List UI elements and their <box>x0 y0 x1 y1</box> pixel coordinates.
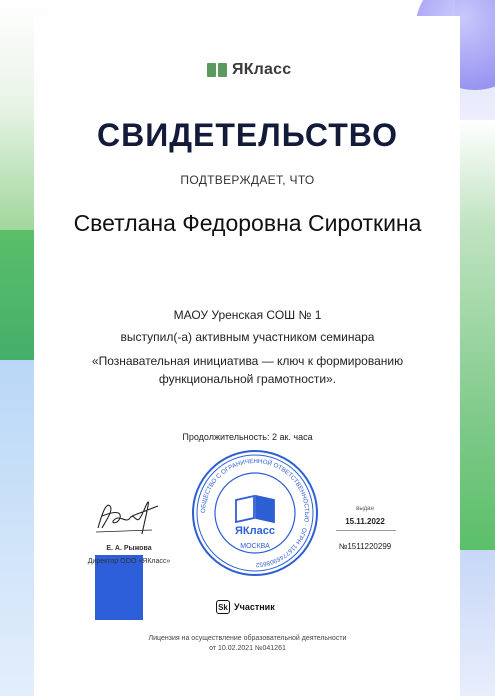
issued-date: 15.11.2022 <box>345 517 385 526</box>
svg-text:ОБЩЕСТВО С ОГРАНИЧЕННОЙ ОТВЕТС <box>200 458 310 568</box>
participation-role: выступил(-а) активным участником семинара <box>120 330 375 344</box>
sk-logo-icon: Sk <box>216 600 230 614</box>
stamp-center-text: ЯКласс <box>235 525 275 537</box>
seminar-title-line1: «Познавательная инициатива — ключ к формированию <box>91 354 404 368</box>
stamp-ring-text: ОБЩЕСТВО С ОГРАНИЧЕННОЙ ОТВЕТСТВЕННОСТЬЮ · ОГРН 1167746908652 <box>199 457 311 569</box>
recipient-name: Светлана Федоровна Сироткина <box>73 210 422 236</box>
license-info <box>0 634 495 654</box>
issued-label: выдан <box>356 506 374 512</box>
official-stamp <box>190 448 320 578</box>
participant-label: Участник <box>234 602 275 612</box>
logo-text: ЯКласс <box>232 61 292 78</box>
certificate-subtitle: ПОДТВЕРЖДАЕТ, ЧТО <box>180 173 315 187</box>
license-line1: Лицензия на осуществление образовательной деятельности <box>148 635 347 642</box>
duration: Продолжительность: 2 ак. часа <box>182 432 313 442</box>
signatory-name: Е. А. Рыжова <box>106 545 152 552</box>
certificate-number: №1511220299 <box>338 542 392 551</box>
book-icon <box>207 63 227 77</box>
seminar-title-line2: функциональной грамотности». <box>158 372 337 386</box>
participant-badge <box>216 600 275 614</box>
school-name: МАОУ Уренская СОШ № 1 <box>173 308 322 322</box>
certificate-title: СВИДЕТЕЛЬСТВО <box>97 117 398 153</box>
license-line2: от 10.02.2021 №041261 <box>209 645 286 652</box>
issued-divider <box>336 530 396 531</box>
stamp-book-icon <box>236 496 274 522</box>
yaklass-logo <box>207 61 291 79</box>
stamp-bottom-text: МОСКВА <box>240 543 270 550</box>
signature <box>92 494 162 538</box>
decor-right-blue <box>455 550 495 696</box>
signatory-role: Директор ООО «ЯКласс» <box>87 558 171 565</box>
